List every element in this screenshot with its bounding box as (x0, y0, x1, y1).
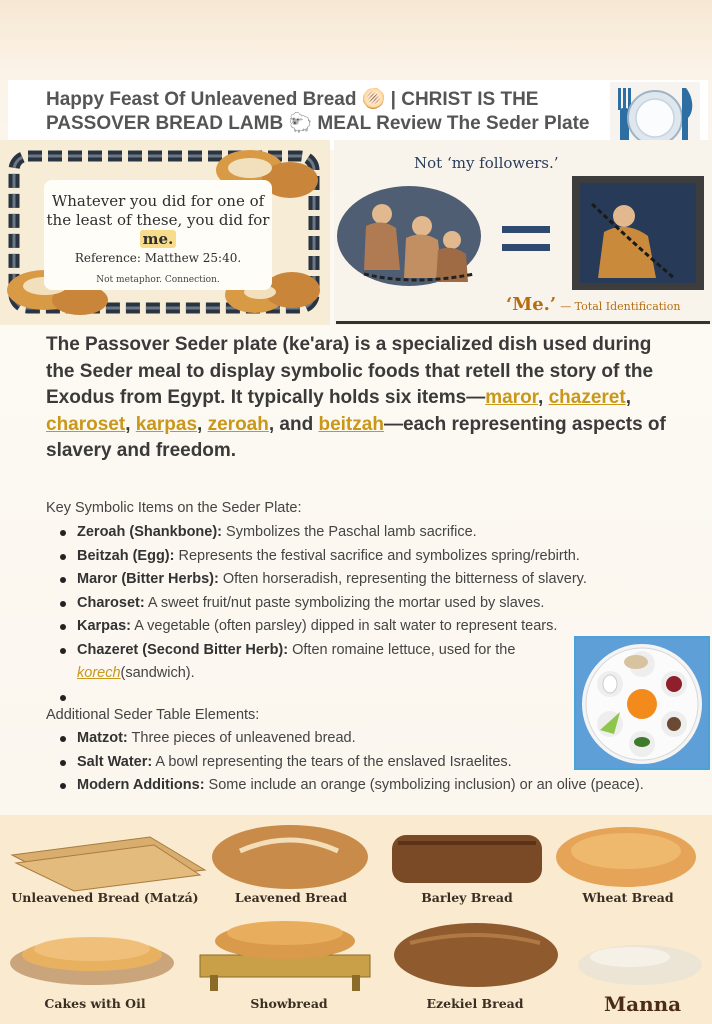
separator: , and (268, 413, 319, 435)
manna-image (578, 945, 702, 985)
item-term: Maror (Bitter Herbs): (77, 571, 219, 587)
link-zeroah[interactable]: zeroah (207, 413, 269, 435)
quote-body: Whatever you did for one of the least of these, you did for (46, 192, 270, 229)
item-desc: Often romaine lettuce, used for the (288, 641, 516, 658)
link-charoset[interactable]: charoset (46, 413, 126, 435)
quote-me: me. (140, 230, 177, 248)
key-items-title: Key Symbolic Items on the Seder Plate: (46, 500, 302, 516)
separator: , (197, 413, 208, 435)
additional-title: Additional Seder Table Elements: (46, 707, 260, 723)
item-desc: A sweet fruit/nut paste symbolizing the mortar used by slaves. (144, 594, 545, 611)
bread-label: Wheat Bread (582, 890, 674, 905)
item-term: Charoset: (77, 594, 145, 611)
item-desc: A vegetable (often parsley) dipped in salt water to represent tears. (131, 618, 558, 634)
separator: , (125, 413, 136, 435)
bread-label: Showbread (250, 996, 328, 1011)
list-item-empty (46, 686, 666, 710)
list-item (46, 545, 666, 569)
item-desc: A bowl representing the tears of the enslaved Israelites. (152, 753, 512, 770)
link-chazeret[interactable]: chazeret (548, 387, 626, 408)
quote-text (44, 192, 272, 249)
item-desc: Represents the festival sacrifice and symbolizes spring/rebirth. (174, 547, 580, 564)
intro-text-end: —each representing aspects of slavery and freedom. (46, 413, 666, 461)
item-term: Salt Water: (77, 753, 153, 770)
link-maror[interactable]: maror (485, 387, 539, 408)
item-term: Zeroah (Shankbone): (77, 524, 223, 540)
list-item (46, 521, 666, 545)
bread-label: Cakes with Oil (44, 996, 146, 1011)
me-text: ‘Me.’ (506, 294, 557, 315)
item-term: Matzot: (77, 730, 128, 746)
bread-label: Unleavened Bread (Matzá) (11, 890, 199, 905)
separator: , (625, 387, 631, 408)
item-term: Modern Additions: (77, 777, 205, 793)
key-items-list (46, 521, 666, 709)
separator: , (538, 387, 549, 408)
bread-label: Barley Bread (421, 890, 513, 905)
ezekiel-bread-image (394, 923, 558, 987)
prisoners-illustration (334, 174, 712, 294)
item-desc: Often horseradish, representing the bitterness of slavery. (218, 571, 587, 587)
chain-bread-panel (0, 140, 330, 325)
item-desc: Symbolizes the Paschal lamb sacrifice. (222, 524, 477, 540)
link-karpas[interactable]: karpas (135, 413, 198, 435)
link-korech[interactable]: korech (77, 665, 121, 681)
list-item (46, 727, 666, 751)
matza-image (12, 837, 205, 891)
seder-plate-image (574, 636, 710, 770)
bread-label: Ezekiel Bread (426, 996, 524, 1011)
link-beitzah[interactable]: beitzah (318, 413, 384, 435)
page-title: Happy Feast Of Unleavened Bread 🫓 | CHRIST IS THE PASSOVER BREAD LAMB 🐑 MEAL Review The Seder Plate (46, 89, 590, 134)
quote-card (44, 180, 272, 290)
item-term: Chazeret (Second Bitter Herb): (77, 641, 289, 658)
intro-paragraph (46, 332, 671, 465)
bread-label: Leavened Bread (234, 890, 348, 905)
showbread-image (200, 921, 370, 991)
breads-strip (0, 815, 712, 1024)
list-item (46, 639, 567, 686)
intro-text: The Passover Seder plate (ke'ara) is a specialized dish used during the Seder meal to display symbolic foods that retell the story of the Exodus from Egypt. It typically holds six items— (46, 334, 654, 408)
list-item (46, 592, 666, 616)
list-item (46, 774, 666, 796)
total-identification-text: — Total Identification (560, 300, 681, 313)
manna-label: Manna (604, 992, 682, 1016)
leavened-bread-image (212, 825, 368, 889)
quote-reference: Reference: Matthew 25:40. (74, 251, 242, 265)
not-followers-text: Not ‘my followers.’ (414, 154, 559, 172)
list-item (46, 751, 666, 775)
cakes-with-oil-image (10, 937, 174, 985)
quote-note: Not metaphor. Connection. (96, 275, 220, 285)
item-term: Karpas: (77, 618, 131, 634)
banner (0, 140, 712, 325)
wheat-bread-image (556, 827, 696, 887)
additional-list (46, 727, 666, 796)
identification-panel (334, 140, 712, 325)
list-item (46, 615, 666, 639)
item-term: Beitzah (Egg): (77, 547, 175, 564)
me-caption (506, 294, 680, 315)
barley-bread-image (392, 835, 542, 883)
banner-divider (336, 321, 710, 324)
item-desc: Three pieces of unleavened bread. (127, 730, 356, 746)
item-desc: Some include an orange (symbolizing inclusion) or an olive (peace). (204, 777, 644, 793)
item-desc-after: (sandwich). (120, 665, 195, 681)
list-item (46, 568, 666, 592)
